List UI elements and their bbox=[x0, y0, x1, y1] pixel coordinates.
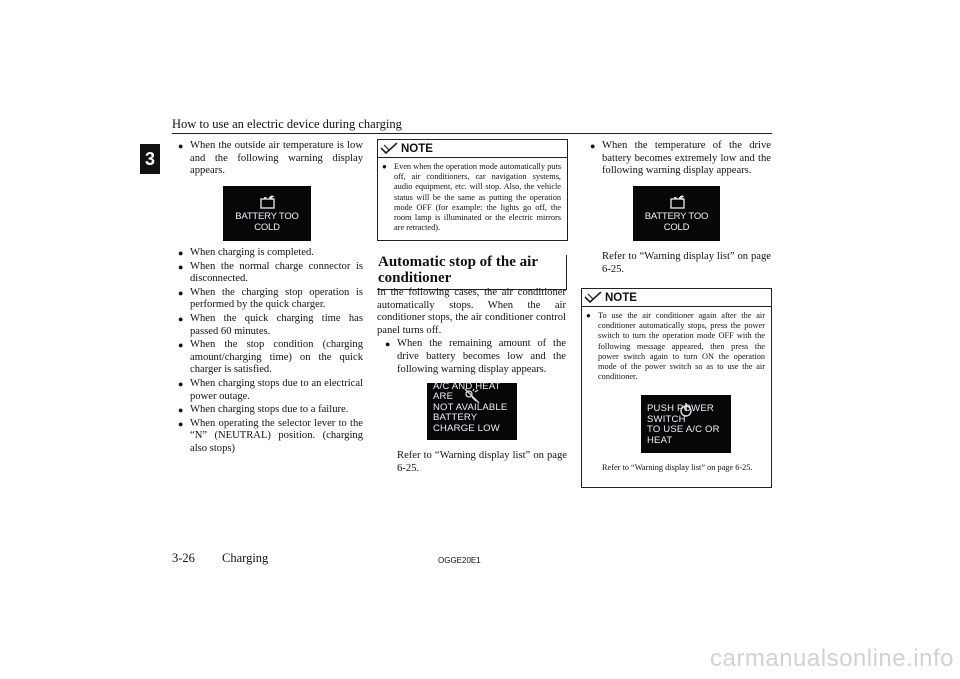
list-item: ● When the stop condition (charging amount/charging time) on the quick charger is satisfied. bbox=[178, 339, 363, 376]
watermark: carmanualsonline.info bbox=[710, 645, 954, 672]
display-text: A/C AND HEAT ARE NOT AVAILABLE BATTERY CHARGE LOW bbox=[433, 380, 508, 434]
middle-text bbox=[377, 287, 566, 377]
note-box-right bbox=[581, 288, 772, 488]
section-title: Automatic stop of the air conditioner bbox=[378, 254, 538, 286]
list-item: ● When charging stops due to an electrical power outage. bbox=[178, 377, 363, 402]
bullet-item: ● When the remaining amount of the drive battery becomes low and the following warning display appears. bbox=[385, 338, 566, 375]
list-item: ● When the normal charge connector is disconnected. bbox=[178, 260, 363, 285]
battery-icon bbox=[669, 194, 687, 210]
left-column bbox=[178, 140, 363, 179]
bullet-icon: ● bbox=[178, 313, 184, 324]
bullet-icon: ● bbox=[178, 418, 184, 429]
push-power-switch-display bbox=[641, 395, 731, 453]
right-column bbox=[590, 140, 771, 179]
note-check-icon bbox=[380, 142, 398, 155]
footer-section: Charging bbox=[222, 551, 269, 565]
bullet-item: ● When the temperature of the drive battery becomes extremely low and the following warning display appears. bbox=[590, 140, 771, 177]
note-refer: Refer to “Warning display list” on page 6-25. bbox=[602, 463, 753, 472]
note-body bbox=[378, 158, 567, 238]
bullet-icon: ● bbox=[178, 248, 184, 258]
bullet-icon: ● bbox=[178, 141, 184, 151]
left-list bbox=[178, 247, 363, 457]
ac-not-available-display bbox=[427, 380, 517, 440]
page-number: 3-26 bbox=[172, 551, 195, 565]
bullet-icon: ● bbox=[382, 162, 387, 171]
note-check-icon bbox=[584, 291, 602, 304]
note-bullet: ● To use the air conditioner again after the air conditioner automatically stops, press the power switch to turn the operation mode OFF with the following message appeared, then press the power switch again to turn ON the operation mode of the power switch so as to use the air conditioner. bbox=[586, 311, 765, 382]
document-code: OGGE20E1 bbox=[438, 556, 481, 565]
battery-too-cold-display bbox=[633, 186, 720, 241]
note-body bbox=[582, 307, 771, 387]
note-label: NOTE bbox=[401, 142, 433, 155]
bullet-icon: ● bbox=[178, 405, 184, 416]
list-item: ● When the charging stop operation is performed by the quick charger. bbox=[178, 286, 363, 311]
note-label: NOTE bbox=[605, 291, 637, 304]
bullet-icon: ● bbox=[590, 141, 596, 151]
note-header bbox=[378, 140, 567, 158]
display-text: BATTERY TOO COLD bbox=[235, 211, 299, 233]
list-item: ● When charging stops due to a failure. bbox=[178, 404, 349, 416]
battery-too-cold-display bbox=[223, 186, 311, 241]
bullet-icon: ● bbox=[178, 378, 184, 389]
section-paragraph: In the following cases, the air conditioner automatically stops. When the air conditioner stops, the air conditioner control panel turns off. bbox=[377, 287, 566, 336]
section-title-bar bbox=[566, 255, 567, 290]
list-item: ● When operating the selector lever to the “N” (NEUTRAL) position. (charging also stops) bbox=[178, 417, 363, 454]
bullet-text: When the outside air temperature is low and the following warning display appears. bbox=[190, 140, 363, 177]
bullet-icon: ● bbox=[385, 339, 391, 350]
list-item: ● When the quick charging time has passed 60 minutes. bbox=[178, 312, 363, 337]
note-header bbox=[582, 289, 771, 307]
middle-refer: Refer to “Warning display list” on page 6-25. bbox=[397, 450, 567, 474]
note-bullet: ● Even when the operation mode automatically puts off, air conditioners, car navigation systems, audio equipment, etc. will stop. Also, the vehicle status will be the same as putting the operation mode OFF (for example: the lights go off, the room lamp is illuminated or the electric mirrors are retracted). bbox=[382, 162, 561, 233]
battery-icon bbox=[259, 194, 277, 210]
bullet-icon: ● bbox=[178, 261, 184, 272]
header-rule bbox=[172, 133, 772, 134]
page-header-title: How to use an electric device during charging bbox=[172, 117, 402, 131]
bullet-icon: ● bbox=[586, 311, 591, 320]
chapter-tab: 3 bbox=[140, 144, 160, 174]
bullet-icon: ● bbox=[178, 340, 184, 351]
list-item: ● When charging is completed. bbox=[178, 247, 314, 258]
bullet-item bbox=[178, 140, 363, 178]
bullet-icon: ● bbox=[178, 287, 184, 298]
right-refer: Refer to “Warning display list” on page 6-25. bbox=[602, 251, 771, 275]
note-box-middle bbox=[377, 139, 568, 241]
display-text: BATTERY TOO COLD bbox=[644, 211, 709, 233]
display-text: PUSH POWER SWITCH TO USE A/C OR HEAT bbox=[647, 403, 720, 446]
